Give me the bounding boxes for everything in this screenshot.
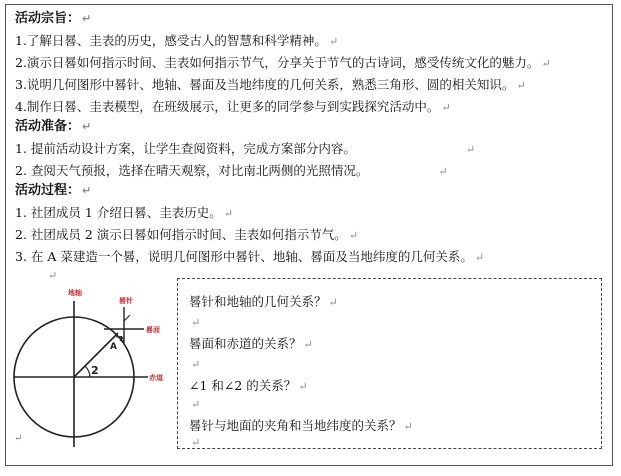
sundial-diagram [6, 281, 176, 461]
heading-preparation: 活动准备： ↵ [15, 119, 92, 134]
preparation-item-1: 1. 提前活动设计方案，让学生查阅资料，完成方案部分内容。 ↵ [15, 141, 476, 156]
label-angle-2: 2 [91, 364, 99, 377]
process-item-3: 3. 在 A 菜建造一个晷，说明几何图形中晷针、地轴、晷面及当地纬度的几何关系。 ↵ [15, 249, 485, 264]
paragraph-mark: ↵ [191, 358, 201, 371]
paragraph-mark: ↵ [191, 398, 201, 411]
label-point-a: A [110, 342, 117, 352]
paragraph-mark: ↵ [48, 269, 58, 282]
process-item-2: 2. 社团成员 2 演示日晷如何指示时间、圭表如何指示节气。 ↵ [15, 227, 359, 242]
question-3: ∠1 和∠2 的关系？ ↵ [189, 378, 308, 393]
heading-process: 活动过程： ↵ [15, 183, 92, 198]
angle-2-arc [85, 366, 90, 377]
tick-mark [124, 315, 130, 321]
question-4: 晷针与地面的夹角和当地纬度的关系？ ↵ [189, 418, 413, 433]
label-angle-1: 1 [119, 335, 124, 343]
purpose-item-3: 3.说明几何图形中晷针、地轴、晷面及当地纬度的几何关系，熟悉三角形、圆的相关知识。 ↵ [15, 77, 526, 92]
purpose-item-1: 1.了解日晷、圭表的历史，感受古人的智慧和科学精神。 ↵ [15, 33, 339, 48]
preparation-item-2: 2. 查阅天气预报，选择在晴天观察，对比南北两侧的光照情况。 ↵ [15, 163, 448, 178]
label-gnomon: 晷针 [119, 297, 133, 305]
document-page [5, 4, 613, 466]
question-box [177, 278, 602, 449]
paragraph-mark: ↵ [191, 316, 201, 329]
label-earth-axis: 地轴 [68, 289, 82, 297]
question-2: 晷面和赤道的关系？ ↵ [189, 336, 313, 351]
heading-purpose: 活动宗旨： ↵ [15, 11, 92, 26]
label-dial-face: 晷面 [146, 326, 160, 334]
purpose-item-4: 4.制作日晷、圭表模型，在班级展示，让更多的同学参与到实践探究活动中。 ↵ [15, 99, 451, 114]
paragraph-mark: ↵ [14, 433, 23, 444]
process-item-1: 1. 社团成员 1 介绍日晷、圭表历史。 ↵ [15, 205, 234, 220]
question-1: 晷针和地轴的几何关系？ ↵ [189, 294, 338, 309]
purpose-item-2: 2.演示日晷如何指示时间、圭表如何指示节气，分享关于节气的古诗词，感受传统文化的魅力。 ↵ [15, 55, 551, 70]
paragraph-mark: ↵ [191, 436, 201, 449]
label-equator: 赤道 [149, 374, 163, 382]
